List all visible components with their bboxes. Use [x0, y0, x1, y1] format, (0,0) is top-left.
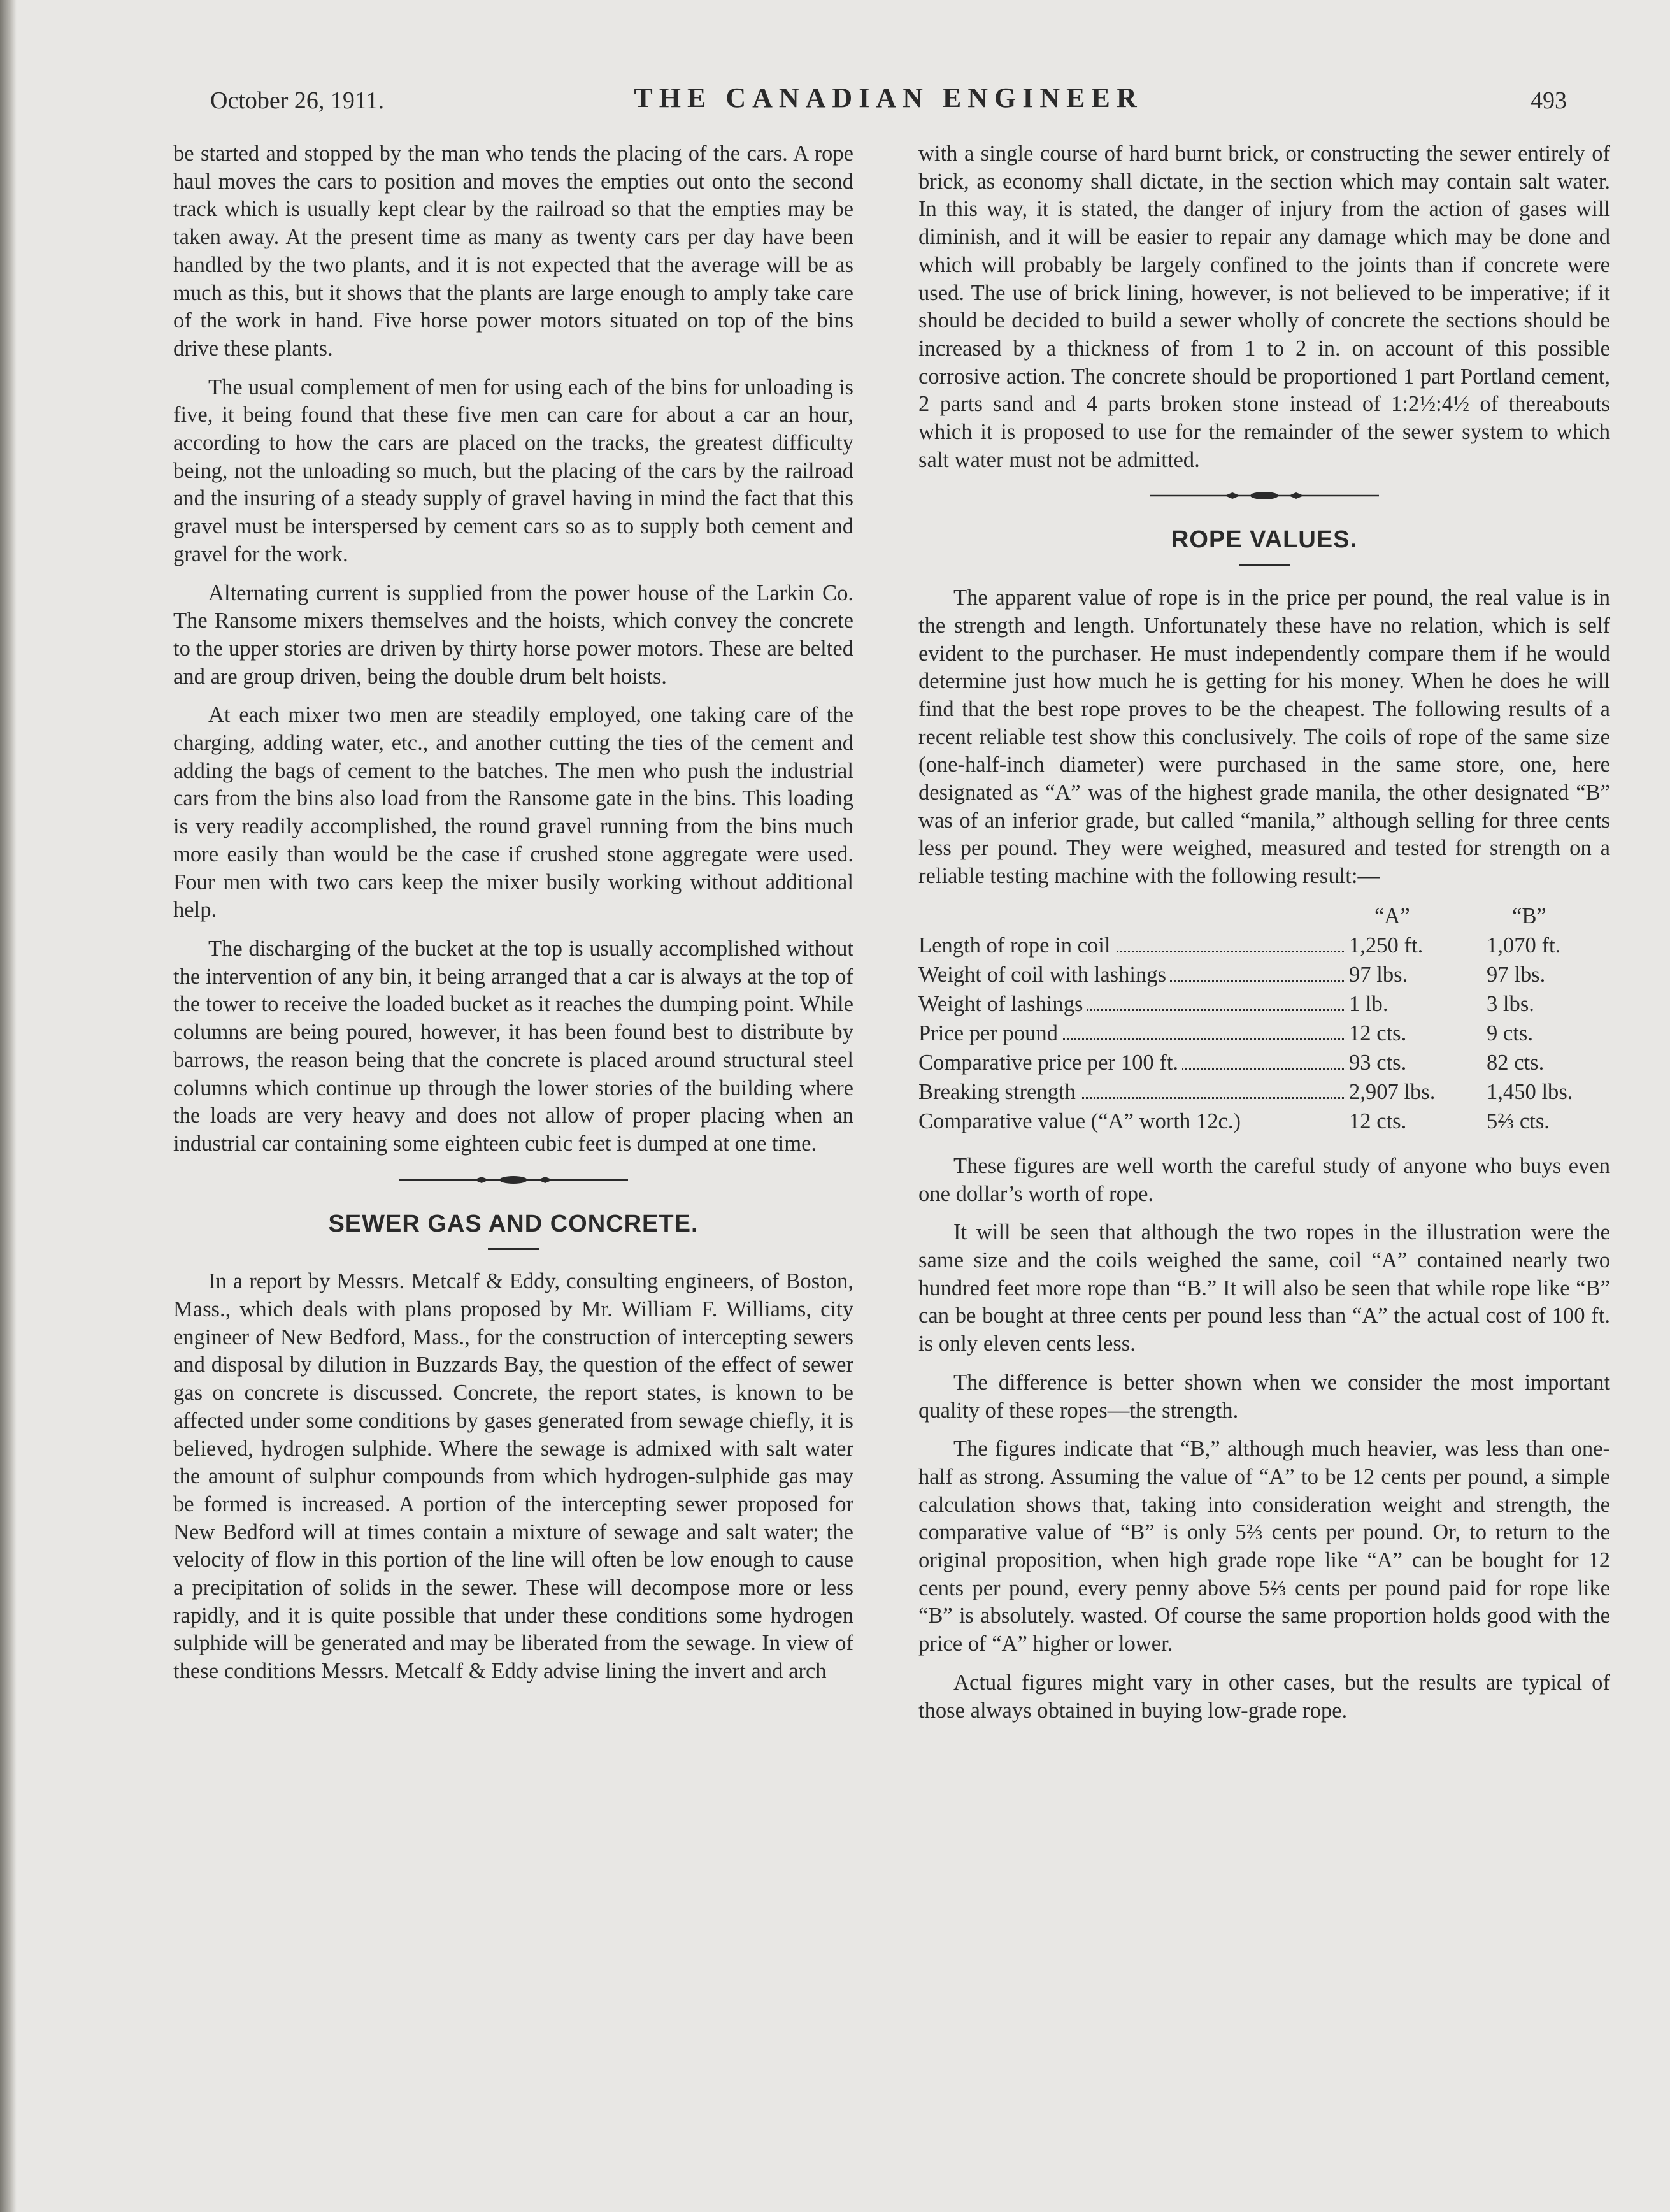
row-label: Price per pound [918, 1021, 1062, 1045]
table-row [918, 1048, 1610, 1077]
row-label: Comparative price per 100 ft. [918, 1051, 1182, 1075]
paragraph: Alternating current is supplied from the power house of the Larkin Co. The Ransome mixers themselves and the hoists, which convey the concrete to the upper stories are driven by thirty horse power motors. These are belted and are group driven, being the double drum belt hoists. [173, 580, 853, 689]
header-date: October 26, 1911. [210, 87, 384, 114]
heading-rule [1239, 564, 1290, 566]
row-label: Comparative value (“A” worth 12c.) [918, 1109, 1245, 1133]
paragraph: At each mixer two men are steadily employed, one taking care of the charging, adding water, etc., and another cutting the ties of the cement and adding the bags of cement to the batches. The men who push the industrial cars from the bins also load from the Ransome gate in the bins. This loading is very readily accomplished, the round gravel running from the bins much more easily than would be the case if crushed stone aggregate were used. Four men with two cars keep the mixer busily working without additional help. [173, 703, 853, 923]
page-number: 493 [1531, 87, 1567, 114]
paragraph: It will be seen that although the two ropes in the illustration were the same size and the coils weighed the same, coil “A” contained nearly two hundred feet more rope than “B.” It will also be seen that while rope like “B” can be bought at three cents per pound less than “A” the actual cost of 100 ft. is only eleven cents less. [918, 1220, 1610, 1356]
page-header [210, 82, 1567, 120]
value-a: 12 cts. [1349, 1109, 1407, 1133]
paragraph: The discharging of the bucket at the top is usually accomplished without the intervention of any bin, it being arranged that a car is always at the top of the tower to receive the loaded bucket as it reaches the dumping point. While columns are being poured, however, it has been found best to distribute by barrows, the reason being that the concrete is placed around structural steel columns which continue up through the lower stories of the building where the loads are very heavy and does not allow of proper placing when an industrial car containing some eighteen cubic feet is dumped at one time. [173, 936, 853, 1156]
value-b: 1,450 lbs. [1487, 1079, 1573, 1104]
value-b: 5⅔ cts. [1487, 1109, 1550, 1133]
value-a: 97 lbs. [1349, 962, 1408, 987]
value-b: 97 lbs. [1487, 962, 1546, 987]
column-header-a: “A” [1374, 903, 1410, 928]
paragraph: In a report by Messrs. Metcalf & Eddy, consulting engineers, of Boston, Mass., which deals with plans proposed by Mr. William F. Williams, city engineer of New Bedford, Mass., for the construction of intercepting sewers and disposal by dilution in Buzzards Bay, the question of the effect of sewer gas on concrete is discussed. Concrete, the report states, is known to be affected under some conditions by gases generated from sewage chiefly, it is believed, hydrogen sulphide. Where the sewage is admixed with salt water the amount of sulphur compounds from which hydrogen-sulphide gas may be formed is increased. A portion of the intercepting sewer proposed for New Bedford will at times contain a mixture of sewage and salt water; the velocity of flow in this portion of the line will often be low enough to cause a precipitation of solids in the sewer. These will decompose more or less rapidly, and it is quite possible that under these conditions some hydrogen sulphide will be generated and may be liberated from the sewage. In view of these conditions Messrs. Metcalf & Eddy advise lining the invert and arch [173, 1269, 853, 1684]
paragraph: be started and stopped by the man who tends the placing of the cars. A rope haul moves the cars to position and moves the empties out onto the second track which is usually kept clear by the railroad so that the empties may be taken away. At the present time as many as twenty cars per day have been handled by the two plants, and it is not expected that the average will be as much as this, but it shows that the plants are large enough to amply take care of the work in hand. Five horse power motors situated on top of the bins drive these plants. [173, 141, 853, 361]
page-binding-shadow [0, 0, 17, 2212]
left-column [173, 140, 853, 1697]
value-b: 3 lbs. [1487, 991, 1534, 1016]
paragraph: with a single course of hard burnt brick, or constructing the sewer entirely of brick, as economy shall dictate, in the section which may contain salt water. In this way, it is stated, the danger of injury from the action of gases will diminish, and it will be easier to repair any damage which may be done and which will probably be largely confined to the joints than if concrete were used. The use of brick lining, however, is not believed to be imperative; if it should be decided to build a sewer wholly of concrete the sections should be increased by a thickness of from 1 to 2 in. on account of this possible corrosive action. The concrete should be proportioned 1 part Portland cement, 2 parts sand and 4 parts broken stone instead of 1:2½:4½ of thereabouts which it is proposed to use for the remainder of the sewer system to which salt water must not be admitted. [918, 141, 1610, 472]
table-row [918, 1019, 1610, 1048]
table-row [918, 931, 1610, 960]
section-divider-ornament [399, 1175, 628, 1185]
value-a: 12 cts. [1349, 1021, 1407, 1045]
value-a: 1,250 ft. [1349, 933, 1424, 958]
column-header-b: “B” [1512, 903, 1546, 928]
paragraph: The usual complement of men for using each of the bins for unloading is five, it being found that these five men can care for about a car an hour, according to how the cars are placed on the tracks, the greatest difficulty being, not the unloading so much, but the placing of the cars by the railroad and the insuring of a steady supply of gravel having in mind the fact that this gravel must be interspersed by cement cars so as to supply both cement and gravel for the work. [173, 375, 853, 566]
row-label: Breaking strength [918, 1080, 1080, 1104]
right-column [918, 140, 1610, 1735]
value-b: 1,070 ft. [1487, 933, 1561, 958]
value-a: 1 lb. [1349, 991, 1388, 1016]
value-a: 93 cts. [1349, 1050, 1407, 1075]
row-label: Weight of coil with lashings [918, 963, 1170, 987]
table-row [918, 1107, 1610, 1136]
table-row [918, 1077, 1610, 1107]
value-b: 82 cts. [1487, 1050, 1545, 1075]
table-row [918, 960, 1610, 989]
journal-title: THE CANADIAN ENGINEER [634, 82, 1143, 113]
section-heading-rope-values: ROPE VALUES. [1171, 526, 1358, 554]
paragraph: The figures indicate that “B,” although much heavier, was less than one-half as strong. Assuming the value of “A” to be 12 cents per pound, a simple calculation shows that, taking into consideration weight and strength, the comparative value of “B” is only 5⅔ cents per pound. Or, to return to the original proposition, when high grade rope like “A” can be bought for 12 cents per pound, every penny above 5⅔ cents per pound paid for rope like “B” is absolutely. wasted. Of course the same proportion holds good with the price of “A” higher or lower. [918, 1437, 1610, 1656]
table-row [918, 989, 1610, 1019]
paragraph: The apparent value of rope is in the price per pound, the real value is in the strength and length. Unfortunately these have no relation, which is self evident to the purchaser. He must independently compare them if he would determine just how much he is getting for his money. When he does he will find that the best rope proves to be the cheapest. The following results of a recent reliable test show this conclusively. The coils of rope of the same size (one-half-inch diameter) were purchased in the same store, one, here designated as “A” was of the highest grade manila, the other designated “B” was of an inferior grade, but called “manila,” although selling for three cents less per pound. They were weighed, measured and tested for strength on a reliable testing machine with the following result:— [918, 585, 1610, 889]
value-a: 2,907 lbs. [1349, 1079, 1436, 1104]
paragraph: The difference is better shown when we consider the most important quality of these ropes—the strength. [918, 1370, 1610, 1423]
rope-comparison-table [918, 901, 1610, 1136]
row-label: Length of rope in coil [918, 933, 1115, 958]
table-header-row [918, 901, 1610, 931]
section-divider-ornament [1150, 491, 1379, 501]
value-b: 9 cts. [1487, 1021, 1533, 1045]
paragraph: These figures are well worth the careful study of anyone who buys even one dollar’s worth of rope. [918, 1153, 1610, 1206]
row-label: Weight of lashings [918, 992, 1087, 1016]
paragraph: Actual figures might vary in other cases, but the results are typical of those always obtained in buying low-grade rope. [918, 1670, 1610, 1723]
section-heading-sewer-gas: SEWER GAS AND CONCRETE. [328, 1210, 699, 1237]
heading-rule [488, 1248, 539, 1250]
